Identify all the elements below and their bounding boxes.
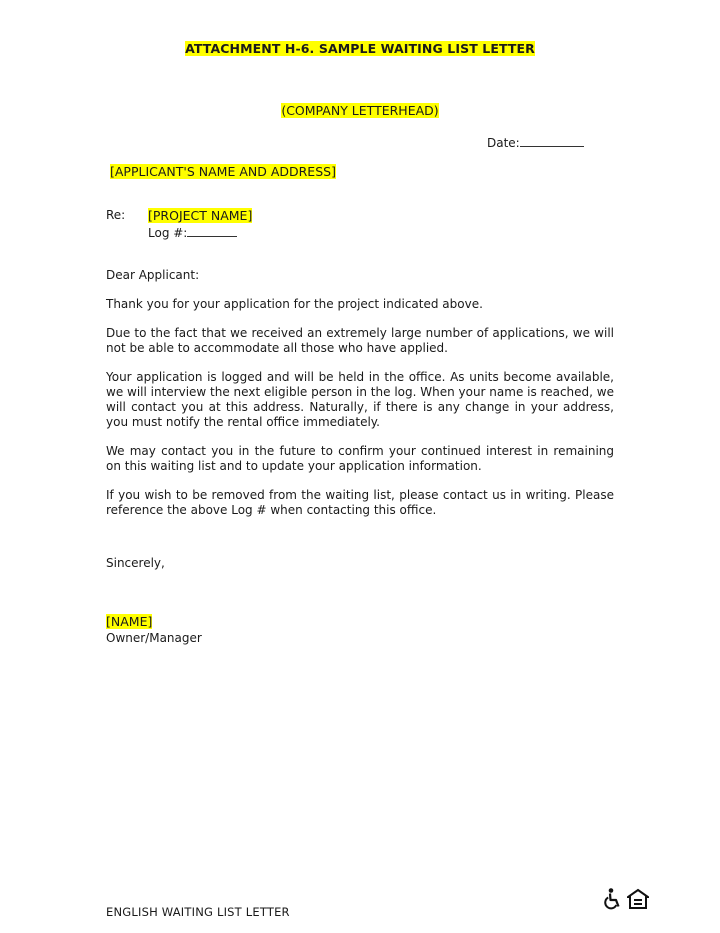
applicant-placeholder: [APPLICANT'S NAME AND ADDRESS] [110,164,336,179]
valediction: Sincerely, [106,556,165,570]
signature-title: Owner/Manager [106,631,202,645]
document-title [0,41,720,56]
date-label: Date: [487,136,520,150]
date-field [487,135,584,150]
signature-name [106,614,152,629]
equal-housing-icon [627,888,649,910]
body-paragraph: Your application is logged and will be held in the office. As units become available, we will interview the next eligible person in the log. When your name is reached, we will contact you at this address. Naturally, if there is any change in your address, you must notify the rental office immediately. [106,370,614,429]
letter-body [106,268,614,532]
applicant-address-block [110,164,336,179]
project-name-placeholder: [PROJECT NAME] [148,208,253,223]
document-title-text: ATTACHMENT H-6. SAMPLE WAITING LIST LETTER [185,41,535,56]
wheelchair-accessibility-icon [604,888,624,910]
body-paragraph: We may contact you in the future to confirm your continued interest in remaining on this waiting list and to update your application information. [106,444,614,473]
body-paragraph: Due to the fact that we received an extremely large number of applications, we will not be able to accommodate all those who have applied. [106,326,614,355]
date-blank-line [520,135,584,147]
body-paragraph: If you wish to be removed from the waiting list, please contact us in writing. Please reference the above Log # when contacting this office. [106,488,614,517]
project-name [148,208,252,223]
signature-name-placeholder: [NAME] [106,614,153,629]
log-label: Log #: [148,226,188,240]
log-number-field [148,225,237,240]
letterhead-placeholder: (COMPANY LETTERHEAD) [281,103,439,118]
body-paragraph: Thank you for your application for the project indicated above. [106,297,483,311]
footer-logos [604,888,649,910]
log-blank-line [187,225,237,237]
salutation: Dear Applicant: [106,268,200,282]
company-letterhead [0,103,720,118]
footer-label: ENGLISH WAITING LIST LETTER [106,905,290,919]
re-label: Re: [106,208,126,222]
